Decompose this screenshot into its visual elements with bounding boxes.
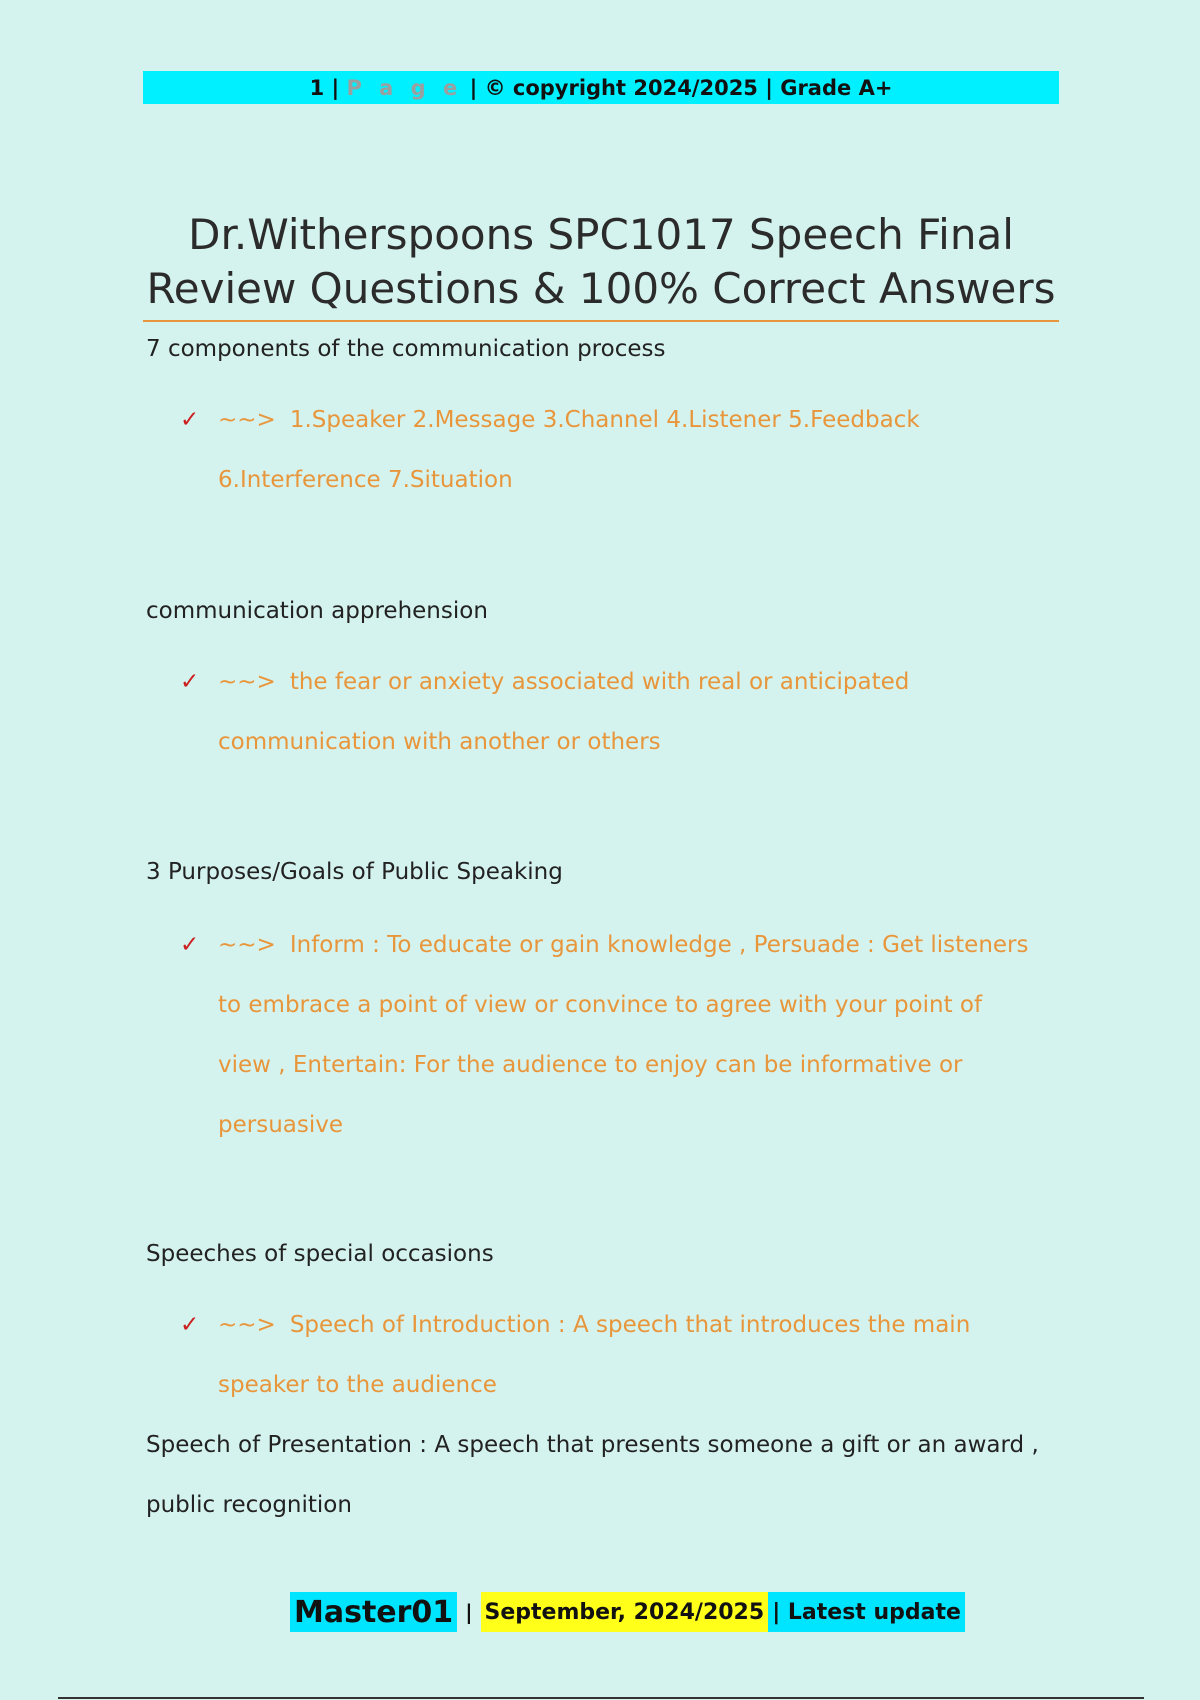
title-underline [143, 320, 1059, 322]
answer-block [180, 1295, 1040, 1415]
document-title [143, 208, 1059, 316]
title-line-1: Dr.Witherspoons SPC1017 Speech Final [188, 210, 1014, 259]
arrow-marker: ~~> [218, 669, 276, 695]
footer-date: September, 2024/2025 [481, 1592, 769, 1632]
arrow-marker: ~~> [218, 407, 276, 433]
footer-latest-update [768, 1592, 965, 1632]
question-text: 3 Purposes/Goals of Public Speaking [146, 859, 563, 885]
arrow-marker: ~~> [218, 932, 276, 958]
header-separator: | [757, 75, 781, 100]
checkmark-icon: ✓ [180, 407, 200, 433]
latest-update-label: Latest update [787, 1599, 961, 1625]
answer-block [180, 915, 1040, 1155]
answer-text: Inform : To educate or gain knowledge , Persuade : Get listeners to embrace a point of view or convince to agree with your point of view , Entertain: For the audience to enjoy can be informative or persuasive [218, 932, 1029, 1138]
author-badge: Master01 [290, 1592, 457, 1632]
question-text: 7 components of the communication process [146, 336, 666, 362]
answer-text: Speech of Introduction : A speech that introduces the main speaker to the audience [218, 1312, 971, 1398]
question-text: Speeches of special occasions [146, 1241, 494, 1267]
page-footer [290, 1592, 965, 1632]
arrow-marker: ~~> [218, 1312, 276, 1338]
checkmark-icon: ✓ [180, 1312, 200, 1338]
question-text: communication apprehension [146, 598, 488, 624]
header-separator: | [462, 75, 485, 100]
page-number: 1 [309, 75, 325, 100]
title-line-2: Review Questions & 100% Correct Answers [146, 264, 1056, 313]
grade-text: Grade A+ [780, 75, 893, 100]
bottom-divider [58, 1697, 1144, 1699]
page-header [143, 71, 1059, 104]
continuation-text: Speech of Presentation : A speech that presents someone a gift or an award , public recognition [146, 1432, 1039, 1518]
footer-separator: | [457, 1592, 480, 1632]
page-label: P a g e [346, 75, 463, 100]
footer-separator: | [772, 1599, 781, 1625]
answer-text: the fear or anxiety associated with real or anticipated communication with another or others [218, 669, 910, 755]
checkmark-icon: ✓ [180, 669, 200, 695]
answer-block [180, 652, 1040, 772]
checkmark-icon: ✓ [180, 932, 200, 958]
copyright-text: © copyright 2024/2025 [484, 75, 758, 100]
answer-block [180, 390, 1040, 510]
answer-text: 1.Speaker 2.Message 3.Channel 4.Listener 5.Feedback 6.Interference 7.Situation [218, 407, 920, 493]
header-separator: | [324, 75, 347, 100]
